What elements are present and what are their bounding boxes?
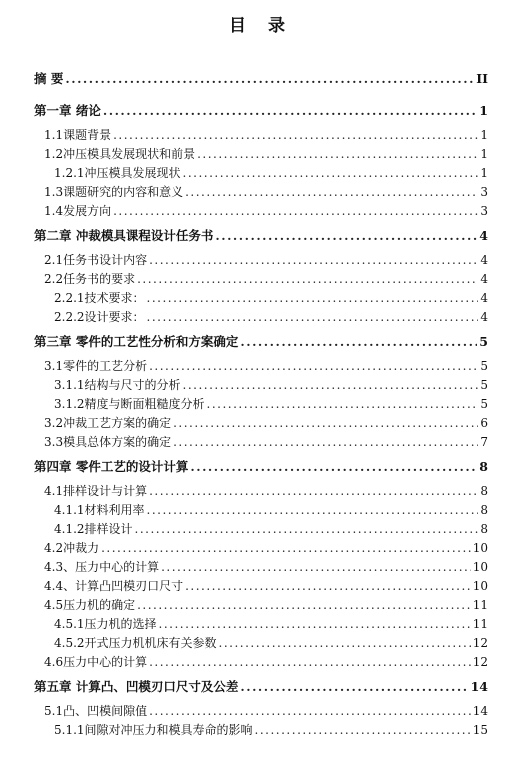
toc-page-number: 8 <box>480 503 488 517</box>
toc-entry-label: 4.5.2开式压力机机床有关参数 <box>54 636 217 650</box>
toc-page-number: 15 <box>472 723 488 737</box>
toc-page-number: 8 <box>479 459 488 474</box>
toc-page-number: 10 <box>472 579 488 593</box>
toc-leader-dots <box>135 520 479 539</box>
toc-chapter-entry[interactable] <box>34 100 488 122</box>
toc-entry-label: 1.2.1冲压模具发展现状 <box>54 166 181 180</box>
toc-leader-dots <box>137 270 478 289</box>
toc-page-number: 6 <box>480 416 488 430</box>
toc-page-number: 5 <box>480 397 488 411</box>
toc-entry-label: 3.1零件的工艺分析 <box>44 359 148 373</box>
toc-entry-label: 4.6压力中心的计算 <box>44 655 148 669</box>
table-of-contents <box>34 68 488 740</box>
toc-page-number: 10 <box>472 560 488 574</box>
toc-page-number: 4 <box>480 291 488 305</box>
toc-section-entry[interactable] <box>34 251 488 270</box>
toc-page-number: II <box>476 71 488 86</box>
toc-section-entry[interactable] <box>34 376 488 395</box>
toc-entry-label: 1.2冲压模具发展现状和前景 <box>44 147 196 161</box>
toc-section-entry[interactable] <box>34 558 488 577</box>
toc-section-entry[interactable] <box>34 270 488 289</box>
toc-chapter-entry[interactable] <box>34 225 488 247</box>
toc-entry-label: 第五章 计算凸、凹模刃口尺寸及公差 <box>34 679 239 694</box>
toc-page-number: 3 <box>480 185 488 199</box>
toc-page-number: 1 <box>480 166 488 180</box>
toc-entry-label: 4.2冲裁力 <box>44 541 100 555</box>
toc-entry-label: 3.3模具总体方案的确定 <box>44 435 172 449</box>
toc-entry-label: 2.2.2设计要求： <box>54 310 145 324</box>
toc-page-number: 4 <box>480 253 488 267</box>
toc-chapter-entry[interactable] <box>34 331 488 353</box>
toc-leader-dots <box>255 721 471 740</box>
toc-leader-dots <box>149 653 471 672</box>
toc-page-number: 11 <box>472 617 488 631</box>
toc-section-entry[interactable] <box>34 202 488 221</box>
toc-entry-label: 2.2.1技术要求： <box>54 291 145 305</box>
toc-section-entry[interactable] <box>34 615 488 634</box>
toc-leader-dots <box>149 482 478 501</box>
toc-entry-label: 4.1排样设计与计算 <box>44 484 148 498</box>
toc-leader-dots <box>113 202 478 221</box>
toc-leader-dots <box>215 225 477 247</box>
toc-page-number: 3 <box>480 204 488 218</box>
toc-entry-label: 4.1.1材料利用率 <box>54 503 145 517</box>
toc-section-entry[interactable] <box>34 634 488 653</box>
toc-page-number: 12 <box>472 655 488 669</box>
toc-leader-dots <box>147 501 479 520</box>
toc-section-entry[interactable] <box>34 501 488 520</box>
toc-entry-label: 4.5.1压力机的选择 <box>54 617 157 631</box>
toc-page-number: 4 <box>480 272 488 286</box>
toc-leader-dots <box>183 376 479 395</box>
toc-section-entry[interactable] <box>34 126 488 145</box>
toc-leader-dots <box>185 183 478 202</box>
toc-entry-label: 2.1任务书设计内容 <box>44 253 148 267</box>
toc-entry-label: 1.1课题背景 <box>44 128 112 142</box>
toc-page-number: 7 <box>480 435 488 449</box>
toc-leader-dots <box>149 357 478 376</box>
toc-leader-dots <box>183 164 479 183</box>
toc-page-number: 1 <box>480 147 488 161</box>
page-title: 目 录 <box>229 16 293 36</box>
toc-section-entry[interactable] <box>34 577 488 596</box>
toc-leader-dots <box>113 126 478 145</box>
toc-leader-dots <box>159 615 471 634</box>
toc-leader-dots <box>149 251 478 270</box>
toc-entry-label: 3.1.1结构与尺寸的分析 <box>54 378 181 392</box>
toc-entry-label: 4.3、压力中心的计算 <box>44 560 160 574</box>
toc-page-number: 8 <box>480 484 488 498</box>
toc-entry-label: 5.1.1间隙对冲压力和模具寿命的影响 <box>54 723 253 737</box>
toc-section-entry[interactable] <box>34 145 488 164</box>
toc-section-entry[interactable] <box>34 357 488 376</box>
toc-section-entry[interactable] <box>34 653 488 672</box>
toc-leader-dots <box>149 702 471 721</box>
toc-chapter-entry[interactable] <box>34 676 488 698</box>
toc-chapter-entry[interactable] <box>34 68 488 90</box>
toc-leader-dots <box>147 289 479 308</box>
toc-leader-dots <box>207 395 479 414</box>
toc-section-entry[interactable] <box>34 539 488 558</box>
toc-leader-dots <box>173 433 478 452</box>
toc-leader-dots <box>240 331 477 353</box>
toc-leader-dots <box>65 68 474 90</box>
toc-section-entry[interactable] <box>34 721 488 740</box>
toc-section-entry[interactable] <box>34 308 488 327</box>
toc-section-entry[interactable] <box>34 702 488 721</box>
toc-leader-dots <box>240 676 468 698</box>
toc-page-number: 5 <box>479 334 488 349</box>
toc-leader-dots <box>161 558 471 577</box>
toc-page-number: 14 <box>472 704 488 718</box>
toc-leader-dots <box>147 308 479 327</box>
toc-entry-label: 4.1.2排样设计 <box>54 522 133 536</box>
toc-page-number: 4 <box>479 228 488 243</box>
toc-entry-label: 4.5压力机的确定 <box>44 598 136 612</box>
toc-page-number: 10 <box>472 541 488 555</box>
toc-leader-dots <box>185 577 471 596</box>
toc-page-number: 11 <box>472 598 488 612</box>
toc-leader-dots <box>190 456 477 478</box>
toc-section-entry[interactable] <box>34 289 488 308</box>
toc-page-number: 5 <box>480 359 488 373</box>
toc-entry-label: 摘 要 <box>34 71 64 86</box>
toc-page-number: 14 <box>470 679 488 694</box>
toc-page-number: 1 <box>479 103 488 118</box>
toc-section-entry[interactable] <box>34 482 488 501</box>
toc-section-entry[interactable] <box>34 520 488 539</box>
toc-page-number: 8 <box>480 522 488 536</box>
toc-page-number: 4 <box>480 310 488 324</box>
toc-leader-dots <box>101 539 471 558</box>
toc-section-entry[interactable] <box>34 183 488 202</box>
toc-entry-label: 第二章 冲裁模具课程设计任务书 <box>34 228 214 243</box>
toc-section-entry[interactable] <box>34 395 488 414</box>
toc-leader-dots <box>103 100 477 122</box>
toc-section-entry[interactable] <box>34 414 488 433</box>
toc-leader-dots <box>197 145 478 164</box>
toc-page-number: 5 <box>480 378 488 392</box>
toc-entry-label: 第四章 零件工艺的设计计算 <box>34 459 189 474</box>
toc-page-number: 12 <box>472 636 488 650</box>
toc-entry-label: 第三章 零件的工艺性分析和方案确定 <box>34 334 239 349</box>
toc-entry-label: 4.4、计算凸凹模刃口尺寸 <box>44 579 184 593</box>
toc-entry-label: 1.4发展方向 <box>44 204 112 218</box>
toc-page-number: 1 <box>480 128 488 142</box>
toc-entry-label: 1.3课题研究的内容和意义 <box>44 185 184 199</box>
toc-section-entry[interactable] <box>34 596 488 615</box>
toc-entry-label: 3.2冲裁工艺方案的确定 <box>44 416 172 430</box>
toc-section-entry[interactable] <box>34 164 488 183</box>
toc-leader-dots <box>173 414 478 433</box>
toc-leader-dots <box>219 634 471 653</box>
toc-chapter-entry[interactable] <box>34 456 488 478</box>
toc-leader-dots <box>137 596 471 615</box>
toc-entry-label: 5.1凸、凹模间隙值 <box>44 704 148 718</box>
toc-entry-label: 2.2任务书的要求 <box>44 272 136 286</box>
toc-section-entry[interactable] <box>34 433 488 452</box>
toc-entry-label: 第一章 绪论 <box>34 103 101 118</box>
toc-entry-label: 3.1.2精度与断面粗糙度分析 <box>54 397 205 411</box>
